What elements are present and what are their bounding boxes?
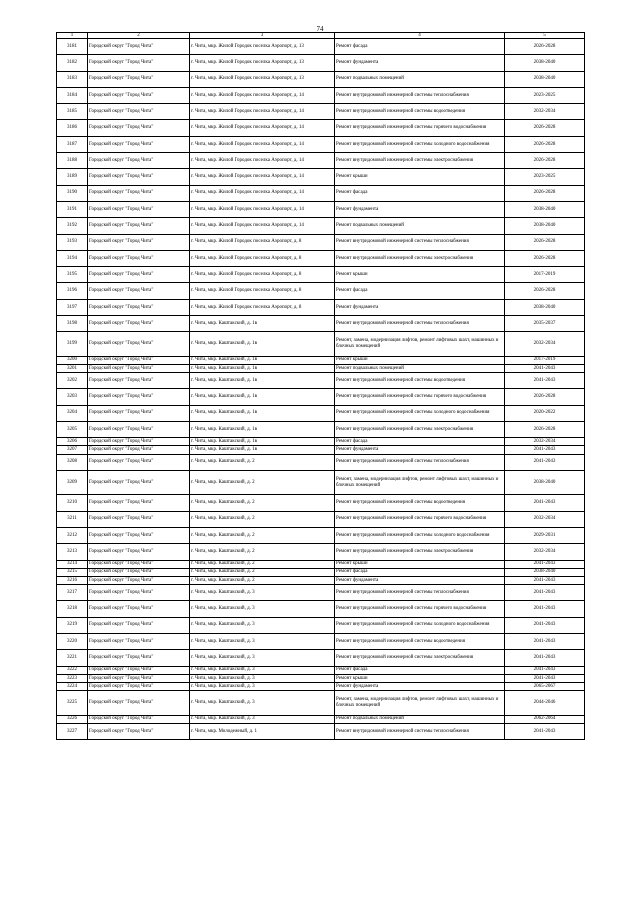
municipality-cell: Городской округ "Город Чита" [88, 299, 190, 315]
table-row [57, 601, 585, 617]
period-cell: 2041-2043 [505, 666, 585, 674]
work-type-cell: Ремонт внутридомовой инженерной системы горячего водоснабжения [335, 389, 505, 405]
table-row [57, 234, 585, 250]
period-cell: 2026-2028 [505, 136, 585, 152]
work-type-cell: Ремонт фасада [335, 438, 505, 446]
municipality-cell: Городской округ "Город Чита" [88, 185, 190, 201]
column-header: 2 [88, 33, 190, 39]
work-type-cell: Ремонт фасада [335, 283, 505, 299]
work-type-cell: Ремонт крыши [335, 169, 505, 185]
table-row [57, 316, 585, 332]
period-cell: 2041-2043 [505, 446, 585, 454]
address-cell: г. Чита, мкр. Жилой Городок поселка Аэропорт, д. 14 [190, 218, 335, 234]
table-row [57, 104, 585, 120]
work-type-cell: Ремонт подвальных помещений [335, 715, 505, 723]
municipality-cell: Городской округ "Город Чита" [88, 120, 190, 136]
municipality-cell: Городской округ "Город Чита" [88, 283, 190, 299]
period-cell: 2038-2040 [505, 201, 585, 217]
period-cell: 2041-2043 [505, 674, 585, 682]
address-cell: г. Чита, мкр. Каштакский, д. 3 [190, 691, 335, 715]
municipality-cell: Городской округ "Город Чита" [88, 666, 190, 674]
work-type-cell: Ремонт фундамента [335, 299, 505, 315]
address-cell: г. Чита, мкр. Каштакский, д. 3 [190, 666, 335, 674]
address-cell: г. Чита, мкр. Каштакский, д. 1в [190, 405, 335, 421]
table-row [57, 169, 585, 185]
row-number-cell: 3206 [57, 438, 88, 446]
work-type-cell: Ремонт внутридомовой инженерной системы водоотведения [335, 495, 505, 511]
period-cell: 2026-2028 [505, 153, 585, 169]
work-type-cell: Ремонт внутридомовой инженерной системы электроснабжения [335, 153, 505, 169]
municipality-cell: Городской округ "Город Чита" [88, 153, 190, 169]
table-row [57, 495, 585, 511]
table-row [57, 634, 585, 650]
period-cell: 2035-2037 [505, 316, 585, 332]
table-row [57, 617, 585, 633]
municipality-cell: Городской округ "Город Чита" [88, 267, 190, 283]
row-number-cell: 3205 [57, 422, 88, 438]
table-row [57, 691, 585, 715]
table-row [57, 283, 585, 299]
work-type-cell: Ремонт подвальных помещений [335, 71, 505, 87]
work-type-cell: Ремонт крыши [335, 560, 505, 568]
address-cell: г. Чита, мкр. Каштакский, д. 1в [190, 422, 335, 438]
table-row [57, 185, 585, 201]
table-row [57, 250, 585, 266]
municipality-cell: Городской округ "Город Чита" [88, 104, 190, 120]
municipality-cell: Городской округ "Город Чита" [88, 511, 190, 527]
work-type-cell: Ремонт фундамента [335, 446, 505, 454]
row-number-cell: 3220 [57, 634, 88, 650]
row-number-cell: 3200 [57, 356, 88, 364]
address-cell: г. Чита, мкр. Каштакский, д. 2 [190, 576, 335, 584]
row-number-cell: 3183 [57, 71, 88, 87]
period-cell: 2062-2064 [505, 715, 585, 723]
municipality-cell: Городской округ "Город Чита" [88, 674, 190, 682]
period-cell: 2032-2034 [505, 544, 585, 560]
work-type-cell: Ремонт фасада [335, 39, 505, 55]
period-cell: 2041-2043 [505, 585, 585, 601]
table-row [57, 560, 585, 568]
page-number: 74 [316, 25, 324, 33]
table-row [57, 405, 585, 421]
work-type-cell: Ремонт внутридомовой инженерной системы теплоснабжения [335, 454, 505, 470]
period-cell: 2041-2043 [505, 364, 585, 372]
table-row [57, 87, 585, 103]
table-row [57, 682, 585, 690]
address-cell: г. Чита, мкр. Жилой Городок поселка Аэропорт, д. 14 [190, 169, 335, 185]
address-cell: г. Чита, мкр. Каштакский, д. 1в [190, 364, 335, 372]
work-type-cell: Ремонт, замена, модернизация лифтов, ремонт лифтовых шахт, машинных и блочных помещений [335, 470, 505, 494]
address-cell: г. Чита, мкр. Каштакский, д. 3 [190, 601, 335, 617]
work-type-cell: Ремонт внутридомовой инженерной системы электроснабжения [335, 650, 505, 666]
period-cell: 2032-2034 [505, 104, 585, 120]
work-type-cell: Ремонт фундамента [335, 576, 505, 584]
address-cell: г. Чита, мкр. Жилой Городок поселка Аэропорт, д. 8 [190, 250, 335, 266]
row-number-cell: 3196 [57, 283, 88, 299]
work-type-cell: Ремонт фасада [335, 568, 505, 576]
row-number-cell: 3227 [57, 723, 88, 739]
work-type-cell: Ремонт фундамента [335, 682, 505, 690]
work-type-cell: Ремонт фундамента [335, 201, 505, 217]
municipality-cell: Городской округ "Город Чита" [88, 544, 190, 560]
municipality-cell: Городской округ "Город Чита" [88, 527, 190, 543]
municipality-cell: Городской округ "Город Чита" [88, 389, 190, 405]
address-cell: г. Чита, мкр. Каштакский, д. 3 [190, 634, 335, 650]
address-cell: г. Чита, мкр. Каштакский, д. 2 [190, 560, 335, 568]
row-number-cell: 3224 [57, 682, 88, 690]
row-number-cell: 3202 [57, 373, 88, 389]
column-header: 4 [335, 33, 505, 39]
table-row [57, 715, 585, 723]
municipality-cell: Городской округ "Город Чита" [88, 470, 190, 494]
table-body [57, 39, 585, 740]
address-cell: г. Чита, мкр. Жилой Городок поселка Аэропорт, д. 8 [190, 267, 335, 283]
period-cell: 2032-2034 [505, 511, 585, 527]
work-type-cell: Ремонт внутридомовой инженерной системы водоотведения [335, 373, 505, 389]
work-type-cell: Ремонт фасада [335, 185, 505, 201]
address-cell: г. Чита, мкр. Каштакский, д. 1в [190, 316, 335, 332]
work-type-cell: Ремонт внутридомовой инженерной системы теплоснабжения [335, 234, 505, 250]
work-type-cell: Ремонт крыши [335, 674, 505, 682]
row-number-cell: 3182 [57, 55, 88, 71]
address-cell: г. Чита, мкр. Жилой Городок поселка Аэропорт, д. 8 [190, 234, 335, 250]
row-number-cell: 3191 [57, 201, 88, 217]
work-type-cell: Ремонт крыши [335, 356, 505, 364]
municipality-cell: Городской округ "Город Чита" [88, 218, 190, 234]
period-cell: 2026-2028 [505, 389, 585, 405]
municipality-cell: Городской округ "Город Чита" [88, 438, 190, 446]
row-number-cell: 3181 [57, 39, 88, 55]
row-number-cell: 3204 [57, 405, 88, 421]
period-cell: 2023-2025 [505, 169, 585, 185]
column-header: 5 [505, 33, 585, 39]
address-cell: г. Чита, мкр. Каштакский, д. 2 [190, 454, 335, 470]
table-row [57, 364, 585, 372]
address-cell: г. Чита, мкр. Каштакский, д. 3 [190, 715, 335, 723]
municipality-cell: Городской округ "Город Чита" [88, 364, 190, 372]
table-row [57, 585, 585, 601]
work-type-cell: Ремонт внутридомовой инженерной системы горячего водоснабжения [335, 511, 505, 527]
period-cell: 2026-2028 [505, 250, 585, 266]
address-cell: г. Чита, мкр. Каштакский, д. 2 [190, 470, 335, 494]
table-row [57, 39, 585, 55]
period-cell: 2026-2028 [505, 283, 585, 299]
period-cell: 2026-2028 [505, 422, 585, 438]
municipality-cell: Городской округ "Город Чита" [88, 405, 190, 421]
municipality-cell: Городской округ "Город Чита" [88, 585, 190, 601]
table-row [57, 568, 585, 576]
period-cell: 2041-2043 [505, 634, 585, 650]
table-row [57, 153, 585, 169]
row-number-cell: 3184 [57, 87, 88, 103]
period-cell: 2038-2040 [505, 470, 585, 494]
period-cell: 2044-2046 [505, 691, 585, 715]
table-row [57, 527, 585, 543]
row-number-cell: 3225 [57, 691, 88, 715]
table-row [57, 454, 585, 470]
column-header: 1 [57, 33, 88, 39]
address-cell: г. Чита, мкр. Жилой Городок поселка Аэропорт, д. 8 [190, 283, 335, 299]
address-cell: г. Чита, мкр. Молодежный, д. 1 [190, 723, 335, 739]
period-cell: 2032-2034 [505, 438, 585, 446]
row-number-cell: 3213 [57, 544, 88, 560]
municipality-cell: Городской округ "Город Чита" [88, 568, 190, 576]
period-cell: 2029-2031 [505, 527, 585, 543]
table-row [57, 389, 585, 405]
address-cell: г. Чита, мкр. Жилой Городок поселка Аэропорт, д. 8 [190, 299, 335, 315]
table-row [57, 723, 585, 739]
municipality-cell: Городской округ "Город Чита" [88, 332, 190, 356]
row-number-cell: 3223 [57, 674, 88, 682]
period-cell: 2026-2028 [505, 39, 585, 55]
municipality-cell: Городской округ "Город Чита" [88, 715, 190, 723]
work-type-cell: Ремонт крыши [335, 267, 505, 283]
period-cell: 2038-2040 [505, 218, 585, 234]
period-cell: 2038-2040 [505, 71, 585, 87]
address-cell: г. Чита, мкр. Жилой Городок поселка Аэропорт, д. 13 [190, 71, 335, 87]
municipality-cell: Городской округ "Город Чита" [88, 723, 190, 739]
address-cell: г. Чита, мкр. Жилой Городок поселка Аэропорт, д. 14 [190, 201, 335, 217]
period-cell: 2041-2043 [505, 617, 585, 633]
period-cell: 2041-2043 [505, 650, 585, 666]
municipality-cell: Городской округ "Город Чита" [88, 39, 190, 55]
table-row [57, 201, 585, 217]
row-number-cell: 3218 [57, 601, 88, 617]
municipality-cell: Городской округ "Город Чита" [88, 356, 190, 364]
work-type-cell: Ремонт внутридомовой инженерной системы горячего водоснабжения [335, 601, 505, 617]
table-row [57, 120, 585, 136]
period-cell: 2041-2043 [505, 495, 585, 511]
period-cell: 2032-2034 [505, 332, 585, 356]
municipality-cell: Городской округ "Город Чита" [88, 650, 190, 666]
period-cell: 2041-2043 [505, 576, 585, 584]
row-number-cell: 3222 [57, 666, 88, 674]
table-row [57, 666, 585, 674]
row-number-cell: 3189 [57, 169, 88, 185]
municipality-cell: Городской округ "Город Чита" [88, 201, 190, 217]
row-number-cell: 3186 [57, 120, 88, 136]
address-cell: г. Чита, мкр. Каштакский, д. 1в [190, 373, 335, 389]
municipality-cell: Городской округ "Город Чита" [88, 560, 190, 568]
municipality-cell: Городской округ "Город Чита" [88, 71, 190, 87]
address-cell: г. Чита, мкр. Каштакский, д. 3 [190, 617, 335, 633]
period-cell: 2023-2025 [505, 87, 585, 103]
address-cell: г. Чита, мкр. Каштакский, д. 3 [190, 585, 335, 601]
address-cell: г. Чита, мкр. Каштакский, д. 3 [190, 674, 335, 682]
address-cell: г. Чита, мкр. Каштакский, д. 2 [190, 511, 335, 527]
row-number-cell: 3214 [57, 560, 88, 568]
row-number-cell: 3185 [57, 104, 88, 120]
address-cell: г. Чита, мкр. Каштакский, д. 1в [190, 332, 335, 356]
work-type-cell: Ремонт, замена, модернизация лифтов, ремонт лифтовых шахт, машинных и блочных помещений [335, 332, 505, 356]
table-row [57, 674, 585, 682]
work-type-cell: Ремонт внутридомовой инженерной системы холодного водоснабжения [335, 617, 505, 633]
table-row [57, 544, 585, 560]
municipality-cell: Городской округ "Город Чита" [88, 136, 190, 152]
row-number-cell: 3207 [57, 446, 88, 454]
period-cell: 2041-2043 [505, 601, 585, 617]
column-header: 3 [190, 33, 335, 39]
address-cell: г. Чита, мкр. Жилой Городок поселка Аэропорт, д. 14 [190, 185, 335, 201]
table-row [57, 136, 585, 152]
address-cell: г. Чита, мкр. Каштакский, д. 1в [190, 446, 335, 454]
address-cell: г. Чита, мкр. Каштакский, д. 1в [190, 389, 335, 405]
period-cell: 2020-2022 [505, 405, 585, 421]
municipality-cell: Городской округ "Город Чита" [88, 250, 190, 266]
address-cell: г. Чита, мкр. Жилой Городок поселка Аэропорт, д. 13 [190, 55, 335, 71]
period-cell: 2026-2028 [505, 120, 585, 136]
row-number-cell: 3212 [57, 527, 88, 543]
municipality-cell: Городской округ "Город Чита" [88, 691, 190, 715]
table-row [57, 332, 585, 356]
period-cell: 2065-2067 [505, 682, 585, 690]
row-number-cell: 3215 [57, 568, 88, 576]
work-type-cell: Ремонт, замена, модернизация лифтов, ремонт лифтовых шахт, машинных и блочных помещений [335, 691, 505, 715]
municipality-cell: Городской округ "Город Чита" [88, 446, 190, 454]
period-cell: 2041-2043 [505, 723, 585, 739]
row-number-cell: 3209 [57, 470, 88, 494]
municipality-cell: Городской округ "Город Чита" [88, 634, 190, 650]
table-row [57, 446, 585, 454]
address-cell: г. Чита, мкр. Каштакский, д. 2 [190, 495, 335, 511]
table-row [57, 576, 585, 584]
row-number-cell: 3216 [57, 576, 88, 584]
table-row [57, 55, 585, 71]
address-cell: г. Чита, мкр. Каштакский, д. 2 [190, 544, 335, 560]
period-cell: 2038-2040 [505, 55, 585, 71]
period-cell: 2017-2019 [505, 356, 585, 364]
address-cell: г. Чита, мкр. Каштакский, д. 2 [190, 568, 335, 576]
table-row [57, 373, 585, 389]
row-number-cell: 3201 [57, 364, 88, 372]
work-type-cell: Ремонт внутридомовой инженерной системы теплоснабжения [335, 316, 505, 332]
row-number-cell: 3226 [57, 715, 88, 723]
period-cell: 2038-2040 [505, 568, 585, 576]
address-cell: г. Чита, мкр. Жилой Городок поселка Аэропорт, д. 13 [190, 39, 335, 55]
address-cell: г. Чита, мкр. Жилой Городок поселка Аэропорт, д. 14 [190, 104, 335, 120]
row-number-cell: 3203 [57, 389, 88, 405]
period-cell: 2041-2043 [505, 560, 585, 568]
address-cell: г. Чита, мкр. Каштакский, д. 3 [190, 682, 335, 690]
municipality-cell: Городской округ "Город Чита" [88, 454, 190, 470]
work-type-cell: Ремонт внутридомовой инженерной системы водоотведения [335, 634, 505, 650]
period-cell: 2017-2019 [505, 267, 585, 283]
repair-schedule-table [56, 32, 585, 740]
row-number-cell: 3193 [57, 234, 88, 250]
table-row [57, 218, 585, 234]
work-type-cell: Ремонт внутридомовой инженерной системы холодного водоснабжения [335, 136, 505, 152]
row-number-cell: 3188 [57, 153, 88, 169]
municipality-cell: Городской округ "Город Чита" [88, 422, 190, 438]
table-row [57, 438, 585, 446]
municipality-cell: Городской округ "Город Чита" [88, 682, 190, 690]
row-number-cell: 3208 [57, 454, 88, 470]
row-number-cell: 3217 [57, 585, 88, 601]
row-number-cell: 3190 [57, 185, 88, 201]
table-row [57, 71, 585, 87]
municipality-cell: Городской округ "Город Чита" [88, 316, 190, 332]
table-row [57, 422, 585, 438]
table-row [57, 267, 585, 283]
work-type-cell: Ремонт внутридомовой инженерной системы холодного водоснабжения [335, 527, 505, 543]
municipality-cell: Городской округ "Город Чита" [88, 55, 190, 71]
municipality-cell: Городской округ "Город Чита" [88, 495, 190, 511]
work-type-cell: Ремонт внутридомовой инженерной системы теплоснабжения [335, 585, 505, 601]
work-type-cell: Ремонт внутридомовой инженерной системы горячего водоснабжения [335, 120, 505, 136]
work-type-cell: Ремонт внутридомовой инженерной системы водоотведения [335, 104, 505, 120]
row-number-cell: 3210 [57, 495, 88, 511]
period-cell: 2026-2028 [505, 234, 585, 250]
address-cell: г. Чита, мкр. Каштакский, д. 3 [190, 650, 335, 666]
row-number-cell: 3187 [57, 136, 88, 152]
municipality-cell: Городской округ "Город Чита" [88, 576, 190, 584]
table-row [57, 356, 585, 364]
table-row [57, 511, 585, 527]
municipality-cell: Городской округ "Город Чита" [88, 601, 190, 617]
table-row [57, 299, 585, 315]
row-number-cell: 3194 [57, 250, 88, 266]
work-type-cell: Ремонт фасада [335, 666, 505, 674]
work-type-cell: Ремонт внутридомовой инженерной системы теплоснабжения [335, 87, 505, 103]
municipality-cell: Городской округ "Город Чита" [88, 234, 190, 250]
work-type-cell: Ремонт внутридомовой инженерной системы электроснабжения [335, 250, 505, 266]
period-cell: 2041-2043 [505, 373, 585, 389]
row-number-cell: 3199 [57, 332, 88, 356]
work-type-cell: Ремонт подвальных помещений [335, 218, 505, 234]
period-cell: 2038-2040 [505, 299, 585, 315]
address-cell: г. Чита, мкр. Жилой Городок поселка Аэропорт, д. 14 [190, 136, 335, 152]
table-row [57, 470, 585, 494]
address-cell: г. Чита, мкр. Каштакский, д. 2 [190, 527, 335, 543]
municipality-cell: Городской округ "Город Чита" [88, 373, 190, 389]
row-number-cell: 3192 [57, 218, 88, 234]
row-number-cell: 3211 [57, 511, 88, 527]
work-type-cell: Ремонт внутридомовой инженерной системы электроснабжения [335, 422, 505, 438]
row-number-cell: 3219 [57, 617, 88, 633]
address-cell: г. Чита, мкр. Жилой Городок поселка Аэропорт, д. 14 [190, 87, 335, 103]
work-type-cell: Ремонт подвальных помещений [335, 364, 505, 372]
work-type-cell: Ремонт внутридомовой инженерной системы холодного водоснабжения [335, 405, 505, 421]
municipality-cell: Городской округ "Город Чита" [88, 617, 190, 633]
address-cell: г. Чита, мкр. Жилой Городок поселка Аэропорт, д. 14 [190, 153, 335, 169]
period-cell: 2041-2043 [505, 454, 585, 470]
address-cell: г. Чита, мкр. Каштакский, д. 1в [190, 438, 335, 446]
address-cell: г. Чита, мкр. Жилой Городок поселка Аэропорт, д. 14 [190, 120, 335, 136]
municipality-cell: Городской округ "Город Чита" [88, 169, 190, 185]
work-type-cell: Ремонт фундамента [335, 55, 505, 71]
address-cell: г. Чита, мкр. Каштакский, д. 1в [190, 356, 335, 364]
table-row [57, 650, 585, 666]
work-type-cell: Ремонт внутридомовой инженерной системы теплоснабжения [335, 723, 505, 739]
period-cell: 2026-2028 [505, 185, 585, 201]
row-number-cell: 3198 [57, 316, 88, 332]
row-number-cell: 3197 [57, 299, 88, 315]
work-type-cell: Ремонт внутридомовой инженерной системы электроснабжения [335, 544, 505, 560]
row-number-cell: 3221 [57, 650, 88, 666]
row-number-cell: 3195 [57, 267, 88, 283]
municipality-cell: Городской округ "Город Чита" [88, 87, 190, 103]
